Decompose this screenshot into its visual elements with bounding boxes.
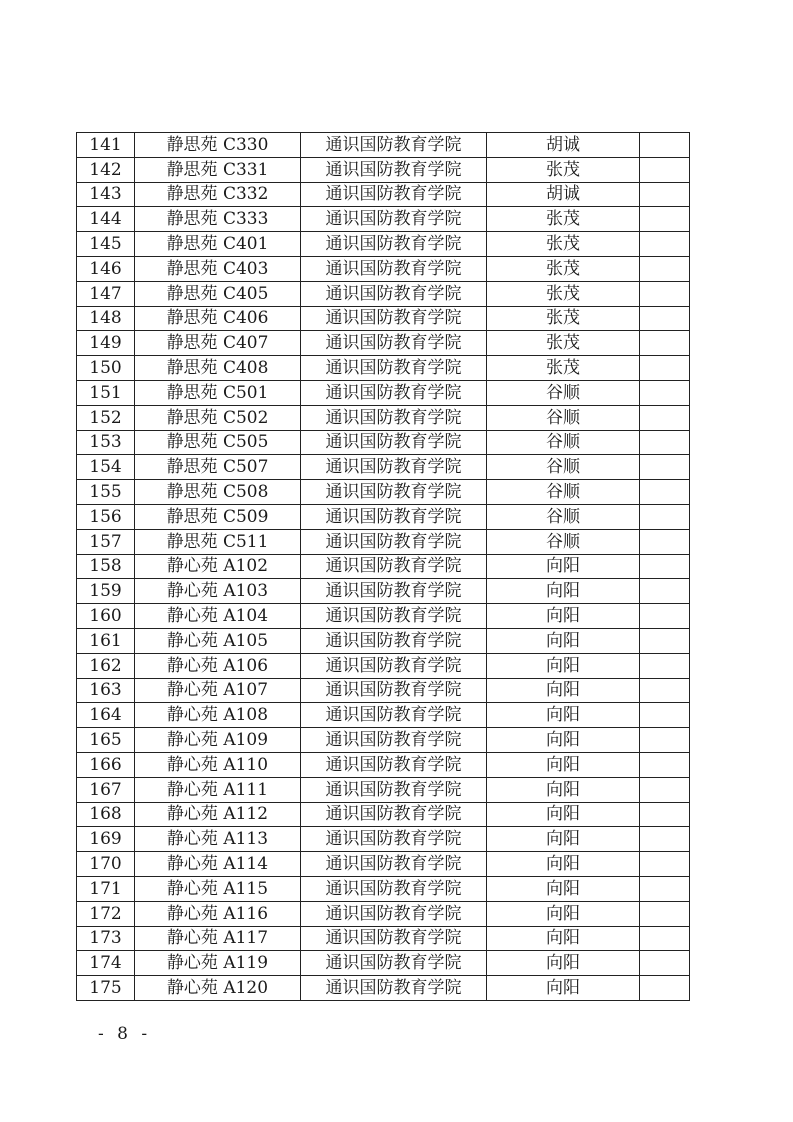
table-row [77,356,690,381]
contact-person-cell: 谷顺 [487,455,640,480]
note-cell [640,430,690,455]
table-row [77,133,690,158]
table-row [77,777,690,802]
college-cell: 通识国防教育学院 [301,678,487,703]
college-cell: 通识国防教育学院 [301,430,487,455]
table-row [77,976,690,1001]
room-cell: 静思苑 C330 [135,133,301,158]
row-number-cell: 152 [77,405,135,430]
contact-person-cell: 向阳 [487,628,640,653]
table-row [77,232,690,257]
room-cell: 静心苑 A108 [135,703,301,728]
college-cell: 通识国防教育学院 [301,777,487,802]
contact-person-cell: 向阳 [487,802,640,827]
table-row [77,256,690,281]
college-cell: 通识国防教育学院 [301,901,487,926]
room-cell: 静思苑 C511 [135,529,301,554]
college-cell: 通识国防教育学院 [301,653,487,678]
room-cell: 静心苑 A105 [135,628,301,653]
note-cell [640,133,690,158]
table-row [77,504,690,529]
room-cell: 静心苑 A106 [135,653,301,678]
contact-person-cell: 谷顺 [487,405,640,430]
room-cell: 静心苑 A109 [135,728,301,753]
college-cell: 通识国防教育学院 [301,207,487,232]
table-row [77,628,690,653]
row-number-cell: 155 [77,480,135,505]
room-cell: 静心苑 A102 [135,554,301,579]
table-row [77,579,690,604]
college-cell: 通识国防教育学院 [301,628,487,653]
contact-person-cell: 向阳 [487,703,640,728]
row-number-cell: 163 [77,678,135,703]
table-row [77,728,690,753]
contact-person-cell: 谷顺 [487,480,640,505]
table-row [77,529,690,554]
room-cell: 静心苑 A111 [135,777,301,802]
room-cell: 静心苑 A116 [135,901,301,926]
table-row [77,951,690,976]
note-cell [640,207,690,232]
table-row [77,827,690,852]
row-number-cell: 161 [77,628,135,653]
note-cell [640,628,690,653]
college-cell: 通识国防教育学院 [301,579,487,604]
table-row [77,901,690,926]
table-row [77,554,690,579]
room-cell: 静心苑 A112 [135,802,301,827]
college-cell: 通识国防教育学院 [301,504,487,529]
row-number-cell: 160 [77,604,135,629]
note-cell [640,976,690,1001]
note-cell [640,157,690,182]
contact-person-cell: 张茂 [487,157,640,182]
row-number-cell: 174 [77,951,135,976]
contact-person-cell: 谷顺 [487,504,640,529]
note-cell [640,554,690,579]
note-cell [640,703,690,728]
college-cell: 通识国防教育学院 [301,281,487,306]
table-row [77,331,690,356]
note-cell [640,951,690,976]
row-number-cell: 154 [77,455,135,480]
row-number-cell: 144 [77,207,135,232]
note-cell [640,728,690,753]
row-number-cell: 141 [77,133,135,158]
college-cell: 通识国防教育学院 [301,752,487,777]
room-cell: 静心苑 A103 [135,579,301,604]
table-row [77,380,690,405]
table-row [77,281,690,306]
table-row [77,306,690,331]
contact-person-cell: 张茂 [487,207,640,232]
note-cell [640,604,690,629]
room-cell: 静思苑 C331 [135,157,301,182]
note-cell [640,182,690,207]
note-cell [640,306,690,331]
room-cell: 静思苑 C403 [135,256,301,281]
contact-person-cell: 向阳 [487,951,640,976]
note-cell [640,356,690,381]
note-cell [640,852,690,877]
college-cell: 通识国防教育学院 [301,331,487,356]
room-cell: 静思苑 C406 [135,306,301,331]
college-cell: 通识国防教育学院 [301,976,487,1001]
room-cell: 静思苑 C407 [135,331,301,356]
note-cell [640,256,690,281]
room-cell: 静心苑 A110 [135,752,301,777]
room-cell: 静思苑 C332 [135,182,301,207]
college-cell: 通识国防教育学院 [301,133,487,158]
row-number-cell: 175 [77,976,135,1001]
row-number-cell: 166 [77,752,135,777]
college-cell: 通识国防教育学院 [301,182,487,207]
table-row [77,802,690,827]
row-number-cell: 158 [77,554,135,579]
contact-person-cell: 向阳 [487,554,640,579]
college-cell: 通识国防教育学院 [301,827,487,852]
table-row [77,182,690,207]
row-number-cell: 150 [77,356,135,381]
note-cell [640,529,690,554]
college-cell: 通识国防教育学院 [301,529,487,554]
table-row [77,926,690,951]
table-row [77,207,690,232]
table-row [77,405,690,430]
room-cell: 静心苑 A107 [135,678,301,703]
contact-person-cell: 向阳 [487,777,640,802]
contact-person-cell: 向阳 [487,827,640,852]
contact-person-cell: 胡诚 [487,182,640,207]
table-row [77,480,690,505]
contact-person-cell: 向阳 [487,901,640,926]
note-cell [640,752,690,777]
contact-person-cell: 向阳 [487,926,640,951]
contact-person-cell: 向阳 [487,876,640,901]
note-cell [640,653,690,678]
table-row [77,852,690,877]
contact-person-cell: 向阳 [487,852,640,877]
table-row [77,455,690,480]
row-number-cell: 172 [77,901,135,926]
row-number-cell: 157 [77,529,135,554]
room-cell: 静思苑 C502 [135,405,301,430]
college-cell: 通识国防教育学院 [301,951,487,976]
table-row [77,653,690,678]
note-cell [640,802,690,827]
college-cell: 通识国防教育学院 [301,480,487,505]
contact-person-cell: 谷顺 [487,380,640,405]
room-cell: 静心苑 A120 [135,976,301,1001]
note-cell [640,926,690,951]
room-cell: 静思苑 C408 [135,356,301,381]
room-cell: 静心苑 A113 [135,827,301,852]
room-cell: 静思苑 C401 [135,232,301,257]
contact-person-cell: 向阳 [487,579,640,604]
contact-person-cell: 张茂 [487,306,640,331]
row-number-cell: 167 [77,777,135,802]
note-cell [640,901,690,926]
contact-person-cell: 张茂 [487,281,640,306]
room-cell: 静思苑 C405 [135,281,301,306]
table-row [77,157,690,182]
row-number-cell: 159 [77,579,135,604]
room-cell: 静思苑 C507 [135,455,301,480]
table-row [77,876,690,901]
contact-person-cell: 胡诚 [487,133,640,158]
room-cell: 静思苑 C508 [135,480,301,505]
room-cell: 静思苑 C501 [135,380,301,405]
contact-person-cell: 向阳 [487,728,640,753]
contact-person-cell: 张茂 [487,232,640,257]
row-number-cell: 162 [77,653,135,678]
college-cell: 通识国防教育学院 [301,455,487,480]
college-cell: 通识国防教育学院 [301,604,487,629]
college-cell: 通识国防教育学院 [301,405,487,430]
college-cell: 通识国防教育学院 [301,157,487,182]
row-number-cell: 148 [77,306,135,331]
row-number-cell: 145 [77,232,135,257]
contact-person-cell: 向阳 [487,604,640,629]
note-cell [640,405,690,430]
contact-person-cell: 向阳 [487,976,640,1001]
college-cell: 通识国防教育学院 [301,802,487,827]
college-cell: 通识国防教育学院 [301,703,487,728]
table-row [77,703,690,728]
dormitory-assignment-table [76,132,690,1001]
row-number-cell: 173 [77,926,135,951]
college-cell: 通识国防教育学院 [301,256,487,281]
room-cell: 静心苑 A104 [135,604,301,629]
table-row [77,678,690,703]
table-row [77,604,690,629]
note-cell [640,480,690,505]
contact-person-cell: 谷顺 [487,529,640,554]
row-number-cell: 169 [77,827,135,852]
row-number-cell: 164 [77,703,135,728]
college-cell: 通识国防教育学院 [301,554,487,579]
note-cell [640,777,690,802]
note-cell [640,331,690,356]
row-number-cell: 153 [77,430,135,455]
contact-person-cell: 谷顺 [487,430,640,455]
contact-person-cell: 张茂 [487,256,640,281]
college-cell: 通识国防教育学院 [301,306,487,331]
row-number-cell: 151 [77,380,135,405]
table-row [77,752,690,777]
row-number-cell: 171 [77,876,135,901]
room-cell: 静思苑 C509 [135,504,301,529]
contact-person-cell: 张茂 [487,331,640,356]
room-cell: 静思苑 C505 [135,430,301,455]
note-cell [640,876,690,901]
note-cell [640,380,690,405]
row-number-cell: 156 [77,504,135,529]
college-cell: 通识国防教育学院 [301,356,487,381]
room-cell: 静心苑 A114 [135,852,301,877]
contact-person-cell: 向阳 [487,653,640,678]
college-cell: 通识国防教育学院 [301,380,487,405]
table-body [77,133,690,1001]
college-cell: 通识国防教育学院 [301,728,487,753]
row-number-cell: 165 [77,728,135,753]
college-cell: 通识国防教育学院 [301,852,487,877]
college-cell: 通识国防教育学院 [301,232,487,257]
college-cell: 通识国防教育学院 [301,876,487,901]
room-cell: 静心苑 A119 [135,951,301,976]
note-cell [640,827,690,852]
note-cell [640,579,690,604]
contact-person-cell: 向阳 [487,752,640,777]
row-number-cell: 149 [77,331,135,356]
contact-person-cell: 张茂 [487,356,640,381]
room-cell: 静心苑 A115 [135,876,301,901]
note-cell [640,281,690,306]
contact-person-cell: 向阳 [487,678,640,703]
note-cell [640,504,690,529]
room-cell: 静心苑 A117 [135,926,301,951]
college-cell: 通识国防教育学院 [301,926,487,951]
row-number-cell: 170 [77,852,135,877]
row-number-cell: 142 [77,157,135,182]
note-cell [640,232,690,257]
row-number-cell: 168 [77,802,135,827]
note-cell [640,455,690,480]
room-cell: 静思苑 C333 [135,207,301,232]
row-number-cell: 143 [77,182,135,207]
table-row [77,430,690,455]
page-number: - 8 - [98,1024,152,1044]
note-cell [640,678,690,703]
row-number-cell: 147 [77,281,135,306]
row-number-cell: 146 [77,256,135,281]
